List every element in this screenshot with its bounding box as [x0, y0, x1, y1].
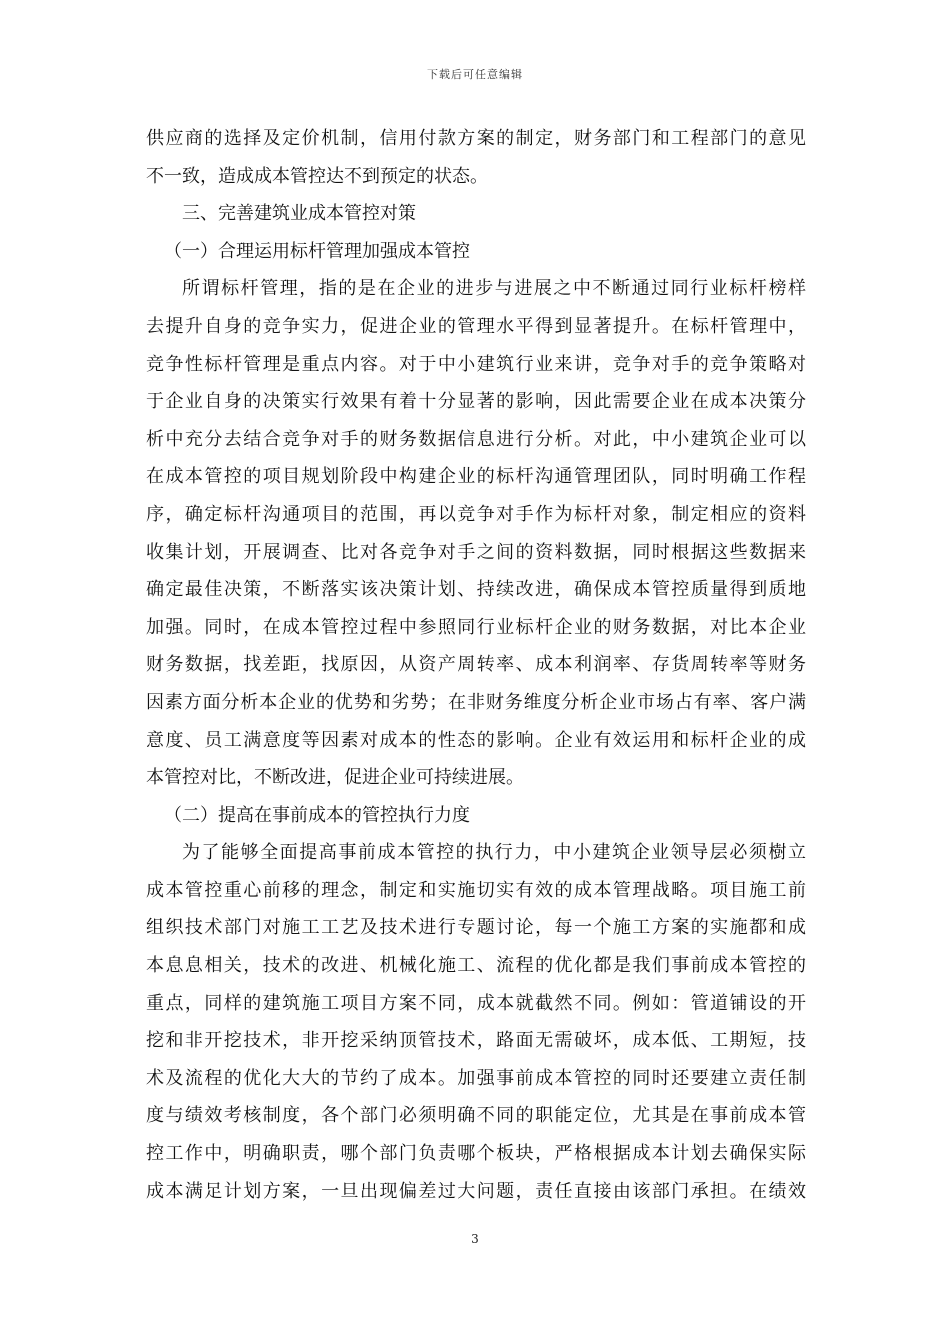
body-line: 度与绩效考核制度，各个部门必须明确不同的职能定位，尤其是在事前成本管	[146, 1105, 806, 1127]
paragraph-first-line: 为了能够全面提高事前成本管控的执行力，中小建筑企业领导层必须樹立	[182, 842, 806, 864]
section-heading: 三、完善建筑业成本管控对策	[182, 203, 416, 225]
body-line: 析中充分去结合竞争对手的财务数据信息进行分析。对此，中小建筑企业可以	[146, 428, 806, 450]
body-line: 确定最佳决策，不断落实该决策计划、持续改进，确保成本管控质量得到质地	[146, 579, 806, 601]
body-line: 加强。同时，在成本管控过程中参照同行业标杆企业的财务数据，对比本企业	[146, 616, 806, 638]
body-line: 本管控对比，不断改进，促进企业可持续进展。	[146, 767, 524, 789]
body-line: 控工作中，明确职责，哪个部门负责哪个板块，严格根据成本计划去确保实际	[146, 1143, 806, 1165]
body-line: 序，确定标杆沟通项目的范围，再以竞争对手作为标杆对象，制定相应的资料	[146, 503, 806, 525]
page-number: 3	[471, 1232, 479, 1246]
body-line: 竞争性标杆管理是重点内容。对于中小建筑行业来讲，竞争对手的竞争策略对	[146, 353, 806, 375]
subsection-heading: （一）合理运用标杆管理加强成本管控	[164, 240, 470, 262]
body-line: 挖和非开挖技术，非开挖采纳顶管技术，路面无需破坏，成本低、工期短，技	[146, 1030, 806, 1052]
body-line: 供应商的选择及定价机制，信用付款方案的制定，财务部门和工程部门的意见	[146, 128, 806, 149]
body-line: 不一致，造成成本管控达不到预定的状态。	[146, 165, 488, 187]
document-body	[146, 120, 806, 1210]
body-line: 组织技术部门对施工工艺及技术进行专题讨论，每一个施工方案的实施都和成	[146, 917, 806, 939]
body-line: 去提升自身的竞争实力，促进企业的管理水平得到显著提升。在标杆管理中，	[146, 315, 806, 337]
body-line: 收集计划，开展调查、比对各竞争对手之间的资料数据，同时根据这些数据来	[146, 541, 806, 563]
page-header: 下载后可任意编辑	[427, 68, 523, 81]
body-line: 重点，同样的建筑施工项目方案不同，成本就截然不同。例如：管道铺设的开	[146, 992, 806, 1014]
subsection-heading: （二）提高在事前成本的管控执行力度	[164, 804, 470, 826]
body-line: 成本管控重心前移的理念，制定和实施切实有效的成本管理战略。项目施工前	[146, 879, 806, 901]
paragraph-first-line: 所谓标杆管理，指的是在企业的进步与进展之中不断通过同行业标杆榜样	[182, 278, 806, 300]
body-line: 术及流程的优化大大的节约了成本。加强事前成本管控的同时还要建立责任制	[146, 1067, 806, 1089]
body-line: 意度、员工满意度等因素对成本的性态的影响。企业有效运用和标杆企业的成	[146, 729, 806, 751]
body-line: 在成本管控的项目规划阶段中构建企业的标杆沟通管理团队，同时明确工作程	[146, 466, 806, 488]
body-line: 财务数据，找差距，找原因，从资产周转率、成本利润率、存货周转率等财务	[146, 654, 806, 676]
body-line: 因素方面分析本企业的优势和劣势；在非财务维度分析企业市场占有率、客户满	[146, 691, 806, 713]
body-line: 于企业自身的决策实行效果有着十分显著的影响，因此需要企业在成本决策分	[146, 391, 806, 413]
body-line: 本息息相关，技术的改进、机械化施工、流程的优化都是我们事前成本管控的	[146, 955, 806, 977]
body-line: 成本满足计划方案，一旦出现偏差过大问题，责任直接由该部门承担。在绩效	[146, 1180, 806, 1202]
